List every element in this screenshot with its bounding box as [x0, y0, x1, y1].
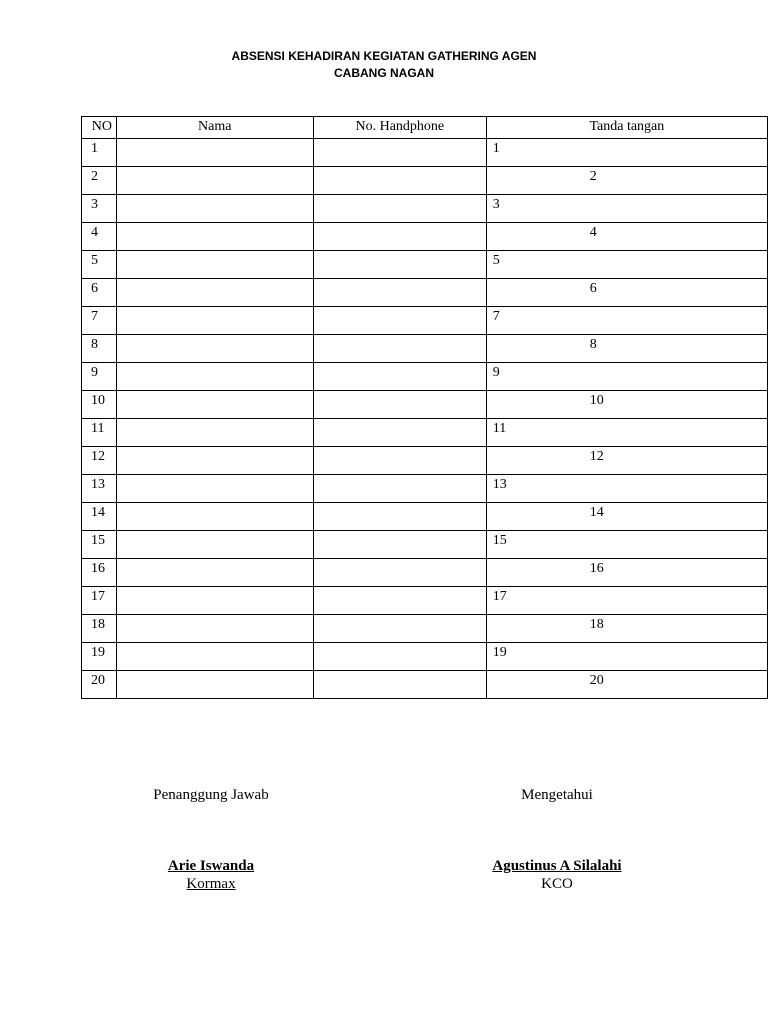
tanda-tangan-cell: 17 [486, 587, 767, 615]
handphone-cell [313, 475, 486, 503]
nama-cell [116, 363, 313, 391]
nama-cell [116, 195, 313, 223]
table-row [82, 139, 768, 167]
table-row [82, 419, 768, 447]
table-row [82, 223, 768, 251]
row-number-cell: 13 [82, 475, 117, 503]
handphone-cell [313, 615, 486, 643]
row-number-cell: 14 [82, 503, 117, 531]
handphone-cell [313, 503, 486, 531]
row-number-cell: 4 [82, 223, 117, 251]
table-row [82, 307, 768, 335]
row-number-cell: 11 [82, 419, 117, 447]
tanda-tangan-cell: 10 [486, 391, 767, 419]
tanda-tangan-cell: 2 [486, 167, 767, 195]
handphone-cell [313, 223, 486, 251]
nama-cell [116, 335, 313, 363]
row-number-cell: 12 [82, 447, 117, 475]
left-signature-name: Arie Iswanda [167, 858, 255, 874]
handphone-cell [313, 391, 486, 419]
row-number-cell: 5 [82, 251, 117, 279]
tanda-tangan-cell: 14 [486, 503, 767, 531]
nama-cell [116, 615, 313, 643]
row-number-cell: 18 [82, 615, 117, 643]
document-title: ABSENSI KEHADIRAN KEGIATAN GATHERING AGEN [231, 49, 537, 63]
table-row [82, 363, 768, 391]
handphone-cell [313, 587, 486, 615]
handphone-cell [313, 195, 486, 223]
handphone-cell [313, 447, 486, 475]
tanda-tangan-cell: 5 [486, 251, 767, 279]
table-row [82, 559, 768, 587]
nama-cell [116, 391, 313, 419]
handphone-cell [313, 531, 486, 559]
tanda-tangan-cell: 4 [486, 223, 767, 251]
row-number-cell: 2 [82, 167, 117, 195]
nama-cell [116, 279, 313, 307]
tanda-tangan-cell: 18 [486, 615, 767, 643]
table-row [82, 391, 768, 419]
table-row [82, 251, 768, 279]
row-number-cell: 19 [82, 643, 117, 671]
handphone-cell [313, 307, 486, 335]
handphone-cell [313, 279, 486, 307]
right-signature-position: KCO [541, 876, 573, 892]
row-number-cell: 20 [82, 671, 117, 699]
table-row [82, 503, 768, 531]
table-row [82, 671, 768, 699]
nama-cell [116, 503, 313, 531]
row-number-cell: 6 [82, 279, 117, 307]
document-subtitle: CABANG NAGAN [334, 66, 434, 80]
row-number-cell: 17 [82, 587, 117, 615]
table-header-row [82, 117, 768, 139]
right-signature-name: Agustinus A Silalahi [492, 858, 622, 874]
nama-cell [116, 531, 313, 559]
table-row [82, 531, 768, 559]
tanda-tangan-cell: 19 [486, 643, 767, 671]
column-header-no: NO [82, 117, 117, 139]
handphone-cell [313, 671, 486, 699]
nama-cell [116, 307, 313, 335]
handphone-cell [313, 167, 486, 195]
table-row [82, 167, 768, 195]
nama-cell [116, 167, 313, 195]
table-row [82, 475, 768, 503]
tanda-tangan-cell: 15 [486, 531, 767, 559]
tanda-tangan-cell: 9 [486, 363, 767, 391]
tanda-tangan-cell: 7 [486, 307, 767, 335]
nama-cell [116, 587, 313, 615]
left-signature-position: Kormax [186, 876, 236, 892]
attendance-table [81, 116, 768, 699]
table-body [82, 139, 768, 699]
column-header-tanda-tangan: Tanda tangan [486, 117, 767, 139]
handphone-cell [313, 251, 486, 279]
nama-cell [116, 671, 313, 699]
tanda-tangan-cell: 12 [486, 447, 767, 475]
left-signature-role: Penanggung Jawab [153, 787, 269, 803]
nama-cell [116, 139, 313, 167]
tanda-tangan-cell: 20 [486, 671, 767, 699]
nama-cell [116, 251, 313, 279]
nama-cell [116, 559, 313, 587]
table-row [82, 643, 768, 671]
tanda-tangan-cell: 1 [486, 139, 767, 167]
tanda-tangan-cell: 11 [486, 419, 767, 447]
table-row [82, 195, 768, 223]
handphone-cell [313, 139, 486, 167]
tanda-tangan-cell: 16 [486, 559, 767, 587]
handphone-cell [313, 335, 486, 363]
row-number-cell: 8 [82, 335, 117, 363]
nama-cell [116, 643, 313, 671]
table-row [82, 447, 768, 475]
row-number-cell: 15 [82, 531, 117, 559]
handphone-cell [313, 363, 486, 391]
column-header-nama: Nama [116, 117, 313, 139]
tanda-tangan-cell: 6 [486, 279, 767, 307]
row-number-cell: 7 [82, 307, 117, 335]
nama-cell [116, 447, 313, 475]
nama-cell [116, 419, 313, 447]
table-row [82, 615, 768, 643]
nama-cell [116, 475, 313, 503]
row-number-cell: 16 [82, 559, 117, 587]
nama-cell [116, 223, 313, 251]
row-number-cell: 1 [82, 139, 117, 167]
row-number-cell: 3 [82, 195, 117, 223]
handphone-cell [313, 559, 486, 587]
table-row [82, 335, 768, 363]
tanda-tangan-cell: 3 [486, 195, 767, 223]
right-signature-role: Mengetahui [521, 787, 593, 803]
row-number-cell: 10 [82, 391, 117, 419]
tanda-tangan-cell: 8 [486, 335, 767, 363]
column-header-handphone: No. Handphone [313, 117, 486, 139]
table-row [82, 587, 768, 615]
tanda-tangan-cell: 13 [486, 475, 767, 503]
row-number-cell: 9 [82, 363, 117, 391]
handphone-cell [313, 643, 486, 671]
handphone-cell [313, 419, 486, 447]
table-row [82, 279, 768, 307]
